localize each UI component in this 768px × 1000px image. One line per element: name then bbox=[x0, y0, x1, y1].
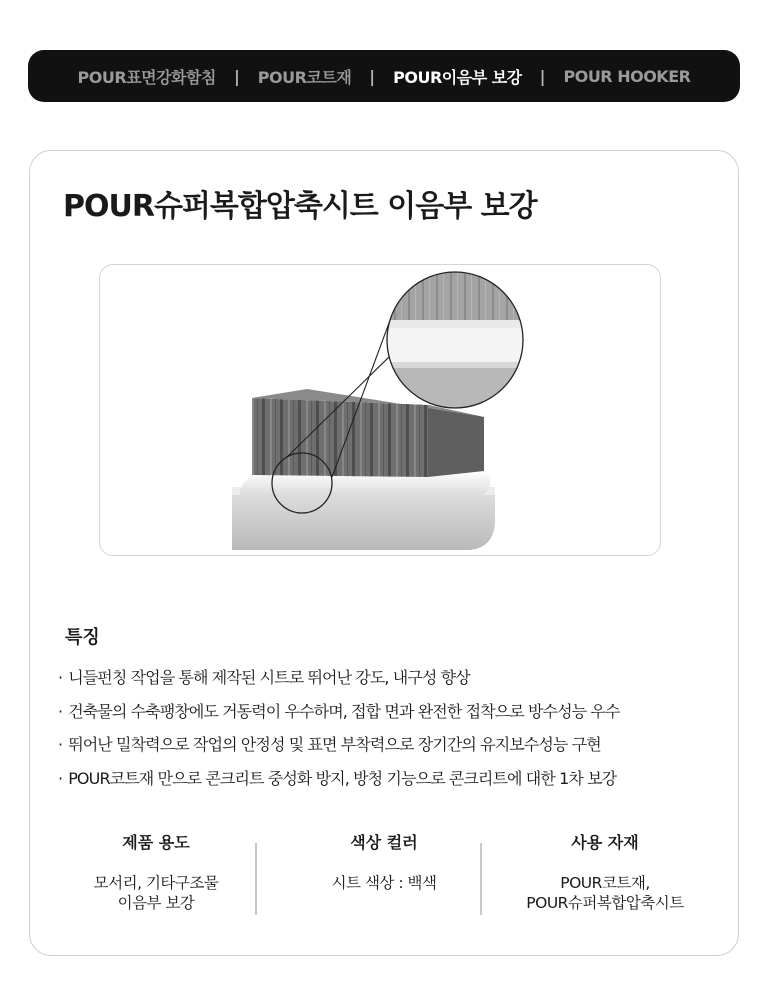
spec-label: 사용 자재 bbox=[571, 833, 639, 852]
feature-text: 니들펀칭 작업을 통해 제작된 시트로 뛰어난 강도, 내구성 향상 bbox=[68, 668, 470, 687]
bullet-icon: · bbox=[58, 701, 63, 721]
bullet-icon: · bbox=[58, 735, 63, 754]
feature-item bbox=[58, 661, 620, 695]
nav-tab-surface-impregnation[interactable]: POUR표면강화함침 bbox=[77, 67, 216, 87]
spec-label: 제품 용도 bbox=[122, 833, 190, 852]
feature-item bbox=[58, 695, 620, 729]
product-title: POUR슈퍼복합압축시트 이음부 보강 bbox=[63, 189, 537, 224]
nav-tab-hooker[interactable]: POUR HOOKER bbox=[563, 66, 691, 86]
spec-value-line: 시트 색상 : 백색 bbox=[331, 874, 437, 892]
spec-materials bbox=[500, 831, 710, 913]
feature-text: POUR코트재 만으로 콘크리트 중성화 방지, 방청 기능으로 콘크리트에 대한 1차 보강 bbox=[68, 768, 617, 788]
nav-separator: | bbox=[233, 66, 240, 86]
feature-list bbox=[58, 661, 620, 795]
feature-item bbox=[58, 728, 620, 762]
feature-text: 건축물의 수축팽창에도 거동력이 우수하며, 접합 면과 완전한 접착으로 방수성능 우수 bbox=[68, 701, 620, 721]
spec-value bbox=[500, 873, 710, 913]
product-card bbox=[29, 150, 739, 956]
spec-value bbox=[294, 873, 474, 893]
bullet-icon: · bbox=[58, 668, 63, 687]
spec-value-line: 모서리, 기타구조물 bbox=[93, 874, 219, 892]
concrete-joint-sheet-illustration bbox=[100, 265, 661, 556]
nav-tab-joint-reinforcement[interactable]: POUR이음부 보강 bbox=[393, 67, 522, 87]
nav-tab-coat[interactable]: POUR코트재 bbox=[257, 67, 352, 87]
spec-value-line: POUR슈퍼복합압축시트 bbox=[526, 894, 684, 912]
spec-label: 색상 컬러 bbox=[350, 833, 418, 852]
spec-value-line: 이음부 보강 bbox=[117, 894, 195, 912]
feature-text: 뛰어난 밀착력으로 작업의 안정성 및 표면 부착력으로 장기간의 유지보수성능 구현 bbox=[68, 735, 601, 754]
spec-divider bbox=[480, 843, 482, 915]
feature-item bbox=[58, 762, 620, 796]
features-heading: 특징 bbox=[65, 627, 100, 648]
bullet-icon: · bbox=[58, 768, 63, 788]
top-nav bbox=[28, 50, 740, 102]
spec-table bbox=[30, 831, 738, 921]
spec-color bbox=[294, 831, 474, 893]
nav-separator: | bbox=[539, 66, 546, 86]
spec-usage bbox=[76, 831, 236, 913]
product-figure bbox=[99, 264, 661, 556]
spec-value bbox=[76, 873, 236, 913]
spec-divider bbox=[255, 843, 257, 915]
spec-value-line: POUR코트재, bbox=[560, 874, 650, 892]
nav-separator: | bbox=[369, 66, 376, 86]
